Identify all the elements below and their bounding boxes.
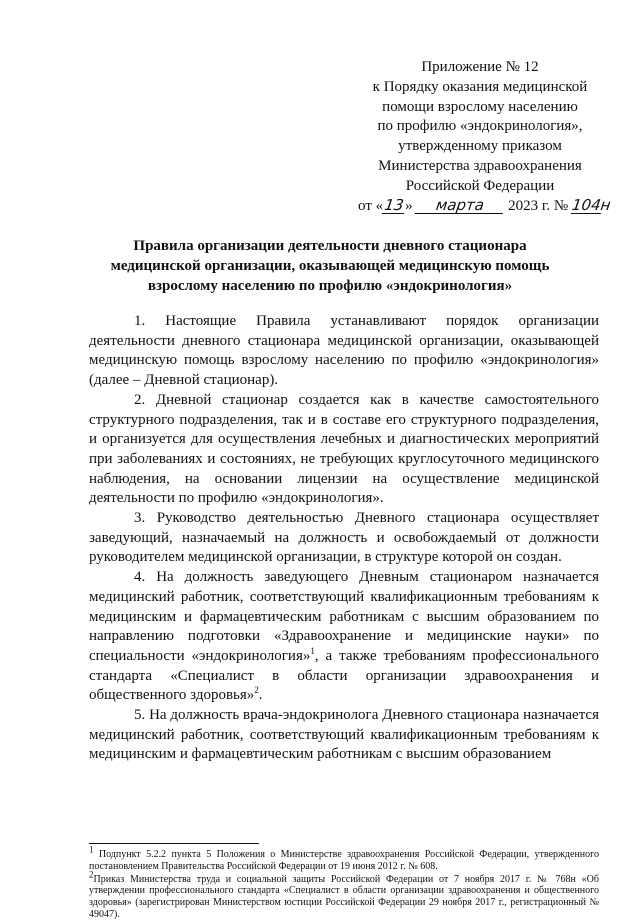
footnote-divider bbox=[89, 843, 259, 844]
paragraph-1: 1. Настоящие Правила устанавливают порядок организации деятельности дневного стационара медицинской организации, оказывающей медицинскую помощь взрослому населению по профилю «эндокринология» (далее – Дневной стационар). bbox=[89, 313, 599, 389]
paragraph-4-part-a: 4. На должность заведующего Дневным стационаром назначается медицинский работник, соответствующий квалификационным требованиям к медицинским и фармацевтическим работникам с высшим образованием по направлению подготовки «Здравоохранение и медицинские науки» по специальности «эндокринология» bbox=[89, 569, 599, 664]
footnote-text: Подпункт 5.2.2 пункта 5 Положения о Министерстве здравоохранения Российской Федерации, утвержденного постановлением Правительства Российской Федерации от 19 июня 2012 г. № 608. bbox=[89, 849, 599, 872]
order-date-line bbox=[330, 197, 630, 217]
date-close: » bbox=[405, 197, 413, 214]
handwritten-order-number: 104н bbox=[570, 195, 612, 214]
footnote-ref-2[interactable]: 2 bbox=[254, 685, 259, 696]
paragraph-5: 5. На должность врача-эндокринолога Дневного стационара назначается медицинский работник, соответствующий квалификационным требованиям к медицинским и фармацевтическим работникам с высшим образованием bbox=[89, 707, 599, 763]
paragraph-4 bbox=[89, 568, 599, 706]
appendix-line: Российской Федерации bbox=[405, 177, 555, 194]
document-body bbox=[89, 312, 599, 765]
footnote-2 bbox=[89, 869, 599, 921]
appendix-line: к Порядку оказания медицинской bbox=[372, 78, 588, 95]
year-text: 2023 г. № bbox=[508, 197, 569, 214]
footnote-mark: 2 bbox=[89, 869, 94, 880]
appendix-header bbox=[330, 58, 630, 216]
title-line: взрослому населению по профилю «эндокринология» bbox=[147, 278, 513, 294]
appendix-line: утвержденному приказом bbox=[398, 138, 562, 155]
appendix-line: по профилю «эндокринология», bbox=[377, 118, 583, 135]
footnote-1 bbox=[89, 844, 599, 873]
paragraph-2: 2. Дневной стационар создается как в качестве самостоятельного структурного подразделения, так и в составе его структурного подразделения, и организуется для осуществления лечебных и диагностических мероприятий при заболеваниях и состояниях, не требующих круглосуточного медицинского наблюдения, на основании лицензии на осуществление медицинской деятельности по профилю «эндокринология». bbox=[89, 391, 599, 507]
document-title bbox=[80, 236, 580, 296]
paragraph-4-part-c: . bbox=[258, 687, 263, 704]
handwritten-month: марта bbox=[415, 197, 505, 214]
paragraph-4-part-b: , а также требованиям профессионального стандарта «Специалист в области организации здравоохранения и общественного здоровья» bbox=[89, 647, 599, 704]
appendix-line: Приложение № 12 bbox=[421, 59, 539, 75]
footnote-mark: 1 bbox=[89, 844, 94, 855]
appendix-line: помощи взрослому населению bbox=[382, 98, 578, 115]
footnote-ref-1[interactable]: 1 bbox=[310, 645, 315, 656]
title-line: медицинской организации, оказывающей медицинскую помощь bbox=[110, 258, 550, 274]
footnotes bbox=[89, 844, 599, 922]
paragraph-3: 3. Руководство деятельностью Дневного стационара осуществляет заведующий, назначаемый на должность и освобождаемый от должности руководителем медицинской организации, в структуре которой он создан. bbox=[89, 510, 599, 566]
date-prefix: от « bbox=[358, 197, 384, 214]
footnote-text: Приказ Министерства труда и социальной защиты Российской Федерации от 7 ноября 2017 г. № 768н «Об утверждении профессионального стандарта «Специалист в области организации здравоохранения и общественного здоровья» (зарегистрирован Министерством юстиции Российской Федерации 29 ноября 2017 г., регистрационный № 49047). bbox=[89, 873, 599, 920]
title-line: Правила организации деятельности дневного стационара bbox=[133, 238, 527, 254]
handwritten-day: 13 bbox=[383, 195, 406, 214]
appendix-line: Министерства здравоохранения bbox=[378, 157, 582, 174]
